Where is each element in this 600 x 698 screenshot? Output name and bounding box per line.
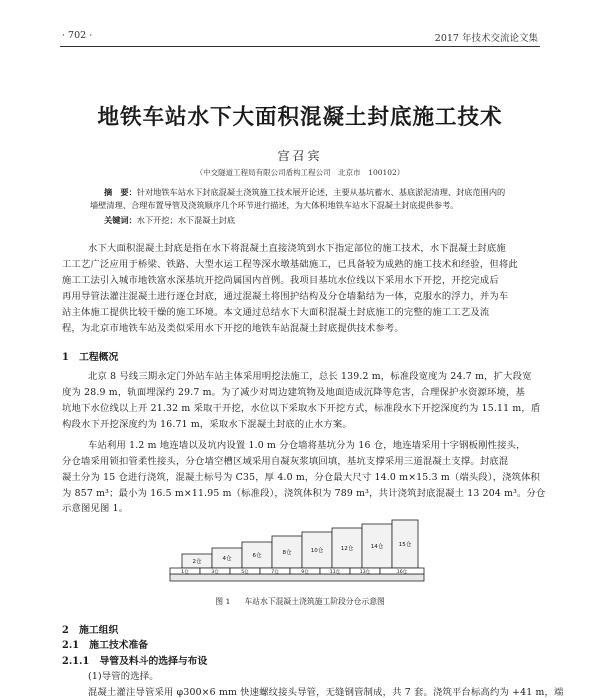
body-line: 分仓墙采用锁扣管柔性接头，分仓墙空槽区域采用自凝灰浆填回填，基坑支撑采用三道混凝土支撑。封底混 xyxy=(62,456,509,467)
base-slab xyxy=(170,574,424,581)
body-line: 凝土分为 15 仓进行浇筑，混凝土标号为 C35，厚 4.0 m，分仓最大尺寸 14.0 m×15.3 m（端头段），浇筑体积 xyxy=(62,472,541,483)
section-number: 1 xyxy=(62,352,69,363)
section-number: 2.1 xyxy=(62,640,80,651)
figure-caption xyxy=(0,596,600,607)
cell-label: 12仓 xyxy=(340,546,354,552)
section-title: 工程概况 xyxy=(79,352,119,363)
body-line: 车站利用 1.2 m 地连墙以及坑内设置 1.0 m 分仓墙将基坑分为 16 仓，地连墙采用十字钢板刚性接头， xyxy=(88,440,526,451)
cell-label: 14仓 xyxy=(370,544,384,550)
cell-label: 3仓 xyxy=(211,570,219,575)
cell-label: 13仓 xyxy=(359,570,371,575)
affiliation: （中交隧道工程局有限公司盾构工程公司 北京市 100102） xyxy=(195,168,405,177)
section-2-1-1-heading xyxy=(62,653,207,667)
abstract-line-1 xyxy=(104,186,524,199)
intro-line: 程，为北京市地铁车站及类似采用水下开挖的地铁车站混凝土封底提供技术参考。 xyxy=(62,323,404,334)
compartment-diagram xyxy=(164,508,432,588)
section-title: 施工技术准备 xyxy=(89,640,149,651)
abstract-line-2: 墙壁清理、合理布置导管及浇筑顺序几个环节进行描述，为大体积地铁车站水下混凝土封底提供参考。 xyxy=(90,200,459,210)
body-line: 构段水下开挖深度约为 16.71 m，采取水下混凝土封底的止水方案。 xyxy=(62,419,352,430)
section-title: 导管及料斗的选择与布设 xyxy=(99,656,208,667)
figure-label: 图 1 xyxy=(215,597,231,606)
paper-title: 地铁车站水下大面积混凝土封底施工技术 xyxy=(97,105,503,130)
cell-label: 1仓 xyxy=(181,570,189,575)
body-line: 坑地下水位线以上开 21.32 m 采取干开挖，水位以下采取水下开挖方式，标准段水下开挖深度约为 15.11 m，盾 xyxy=(62,403,541,414)
keywords-text: 水下开挖；水下混凝土封底 xyxy=(136,215,236,225)
keywords-label: 关键词： xyxy=(104,215,137,225)
section-2-heading xyxy=(62,622,118,636)
intro-line: 再用导管法灌注混凝土进行逐仓封底，通过混凝土将围护结构及分仓墙黏结为一体，克服水的浮力，并为车 xyxy=(62,291,509,302)
body-line: 北京 8 号线三期永定门外站车站主体采用明挖法施工，总长 139.2 m，标准段宽度为 24.7 m，扩大段宽 xyxy=(88,371,532,382)
section-1-heading xyxy=(62,349,118,363)
cell-label: 6仓 xyxy=(252,553,262,559)
section-number: 2.1.1 xyxy=(62,656,90,667)
intro-line: 工工艺广泛应用于桥梁、铁路、大型水运工程等深水墩基础施工，已具备较为成熟的施工技术和经验，但将此 xyxy=(62,259,518,270)
cell-label: 15仓 xyxy=(398,542,412,548)
cell-label: 4仓 xyxy=(222,556,232,562)
cell-label: 10仓 xyxy=(310,548,324,554)
bottom-compartments xyxy=(170,568,424,574)
figure-caption-text: 车站水下混凝土浇筑施工阶段分仓示意图 xyxy=(244,597,385,606)
journal-name: 2017 年技术交流论文集 xyxy=(434,33,538,44)
body-line: 为 857 m³；最小为 16.5 m×11.95 m（标准段），浇筑体积为 789 m³，共计浇筑封底混凝土 13 204 m³。分仓 xyxy=(62,488,546,499)
header-rule xyxy=(60,46,540,47)
section-title: 施工组织 xyxy=(79,625,119,636)
body-line: 度为 28.9 m，轨面埋深约 29.7 m。为了减少对周边建筑物及地面造成沉降等危害，合理保护水资源环境，基 xyxy=(62,387,526,398)
body-line: 混凝土灌注导管采用 φ300×6 mm 快速螺纹接头导管，无缝钢管制成，共 7 套。浇筑平台标高约为 +41 m，端 xyxy=(88,687,564,698)
sub-item: (1)导管的选择。 xyxy=(88,671,159,682)
page-number: · 702 · xyxy=(62,30,93,41)
intro-line: 站主体施工提供比较干燥的施工环境。本文通过总结水下大面积混凝土封底施工的完整的施工工艺及流 xyxy=(62,307,490,318)
cell-label: 8仓 xyxy=(282,550,292,556)
abstract-text-1: 针对地铁车站水下封底混凝土浇筑施工技术展开论述，主要从基坑蓄水、基底淤泥清理、封底范围内的 xyxy=(136,187,506,197)
cell-label: 16仓 xyxy=(396,570,408,575)
cell-label: 9仓 xyxy=(301,570,309,575)
intro-line: 施工工法引入城市地铁富水深基坑开挖尚属国内首例。我项目基坑水位线以下采用水下开挖，开挖完成后 xyxy=(62,275,499,286)
section-number: 2 xyxy=(62,625,69,636)
body-line: 示意图见图 1。 xyxy=(62,503,129,514)
author: 宫召宾 xyxy=(277,149,323,163)
cell-label: 5仓 xyxy=(241,570,249,575)
cell-label: 11仓 xyxy=(329,570,341,575)
cell-label: 2仓 xyxy=(192,559,202,565)
intro-line: 水下大面积混凝土封底是指在水下将混凝土直接浇筑到水下指定部位的施工技术，水下混凝土封底施 xyxy=(88,243,506,254)
section-2-1-heading xyxy=(62,637,148,651)
cell-label: 7仓 xyxy=(271,570,279,575)
abstract-label: 摘 要： xyxy=(104,187,137,197)
keywords-line xyxy=(104,214,524,227)
